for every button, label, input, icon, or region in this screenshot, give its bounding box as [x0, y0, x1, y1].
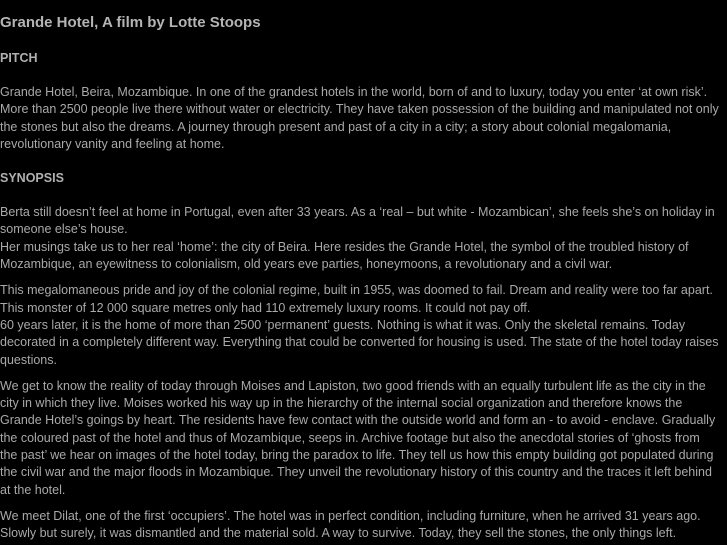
synopsis-paragraph-4: We meet Dilat, one of the first ‘occupiers’. The hotel was in perfect condition, including furniture, when he arrived 31 years ago. Slowly but surely, it was dismantled and the material sold. A way to survive. Today, they sell the stones, the only things left. [0, 508, 701, 541]
synopsis-heading: SYNOPSIS [0, 171, 64, 186]
document-page [0, 14, 720, 543]
pitch-paragraph: Grande Hotel, Beira, Mozambique. In one of the grandest hotels in the world, born of and to luxury, today you enter ‘at own risk’. More than 2500 people live there without water or electricity. They have taken possession of the building and manipulated not only the stones but also the dreams. A journey through present and past of a city in a city; a story about colonial megalomania, revolutionary vanity and feeling at home. [0, 85, 719, 151]
synopsis-paragraph-2-line-1: This megalomaneous pride and joy of the colonial regime, built in 1955, was doomed to fail. Dream and reality were too far apart. This monster of 12 000 square metres only had 110 extremely luxury rooms. It could not pay off. [0, 283, 713, 315]
pitch-heading: PITCH [0, 51, 38, 65]
synopsis-paragraph-1-line-2: Her musings take us to her real ‘home’: the city of Beira. Here resides the Grande Hotel, the symbol of the troubled history of Mozambique, an eyewitness to colonialism, old years eve parties, honeymoons, a revolutionary and a civil war. [0, 239, 689, 272]
page-title: Grande Hotel, A film by Lotte Stoops [0, 14, 261, 31]
synopsis-paragraph-2-line-2: 60 years later, it is the home of more than 2500 ‘permanent’ guests. Nothing is what it was. Only the skeletal remains. Today decorated in a completely different way. Everything that could be converted for housing is used. The state of the hotel today raises questions. [0, 317, 719, 367]
synopsis-paragraph-3: We get to know the reality of today through Moises and Lapiston, two good friends with an equally turbulent life as the city in the city in which they live. Moises worked his way up in the hierarchy of the internal social organization and therefore knows the Grande Hotel’s goings by heart. The residents have few contact with the outside world and form an - to avoid - enclave. Gradually the coloured past of the hotel and thus of Mozambique, seeps in. Archive footage but also the anecdotal stories of ‘ghosts from the past’ we hear on images of the hotel today, bring the paradox to life. They tell us how this empty building got populated during the civil war and the major floods in Mozambique. They unveil the revolutionary history of this country and the traces it left behind at the hotel. [0, 378, 716, 497]
synopsis-paragraph-1-line-1: Berta still doesn’t feel at home in Portugal, even after 33 years. As a ‘real – but white - Mozambican’, she feels she’s on holiday in someone else’s house. [0, 205, 715, 237]
